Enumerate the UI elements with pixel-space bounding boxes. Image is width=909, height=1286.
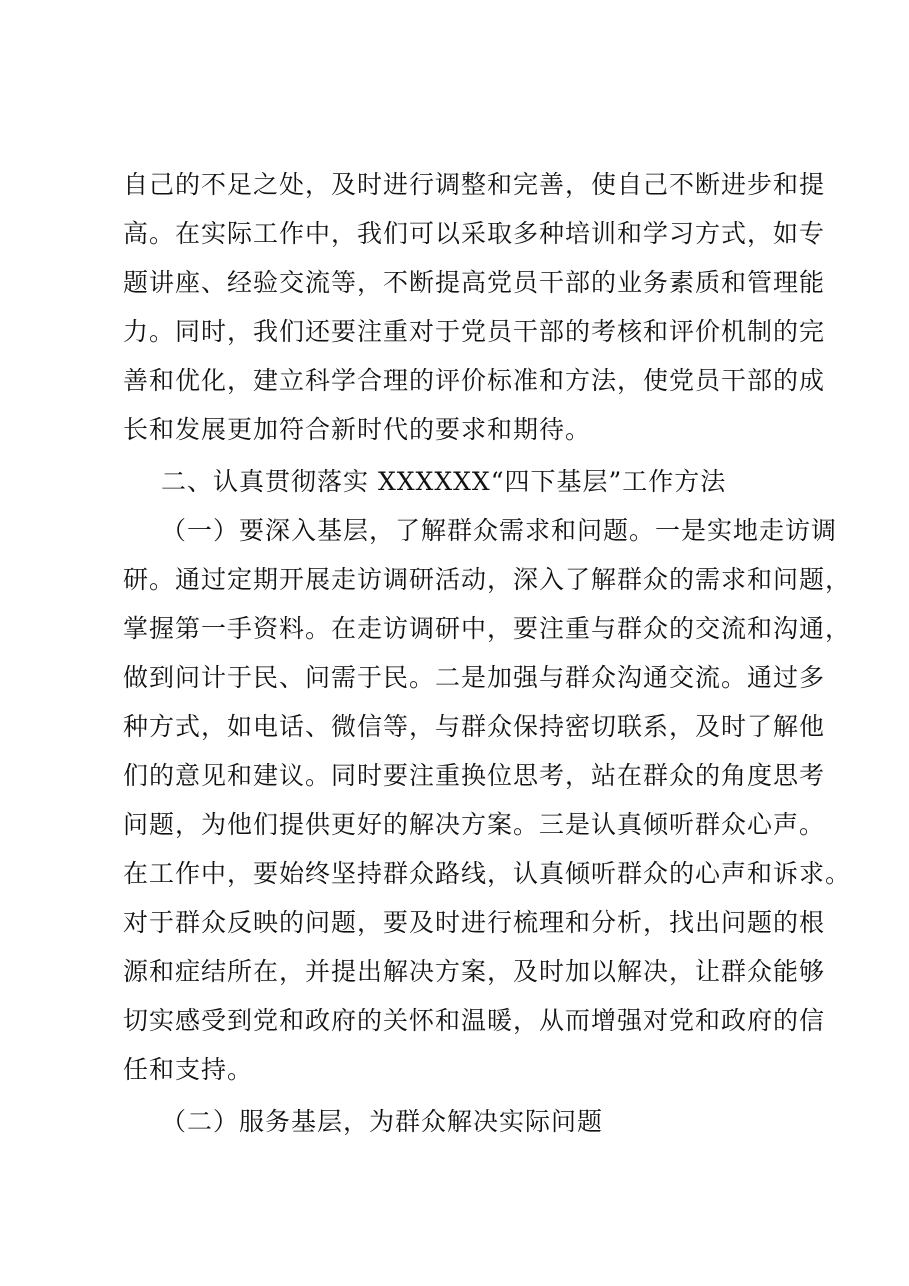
paragraph-line: 做到问计于民、问需于民。二是加强与群众沟通交流。通过多 [123, 663, 826, 692]
paragraph-line: 研。通过定期开展走访调研活动，深入了解群众的需求和问题， [123, 565, 852, 594]
paragraph-line: 对于群众反映的问题，要及时进行梳理和分析，找出问题的根 [123, 908, 826, 937]
paragraph-line: 掌握第一手资料。在走访调研中，要注重与群众的交流和沟通， [123, 614, 852, 643]
paragraph-line: 题讲座、经验交流等，不断提高党员干部的业务素质和管理能 [123, 268, 826, 297]
paragraph-line: 高。在实际工作中，我们可以采取多种培训和学习方式，如专 [123, 219, 826, 248]
paragraph-1 [123, 160, 826, 454]
paragraph-line: 切实感受到党和政府的关怀和温暖，从而增强对党和政府的信 [123, 1006, 826, 1035]
document-body [123, 160, 852, 1146]
paragraph-line: 在工作中，要始终坚持群众路线，认真倾听群众的心声和诉求。 [123, 859, 852, 888]
paragraph-2 [123, 506, 852, 1094]
paragraph-line: 种方式，如电话、微信等，与群众保持密切联系，及时了解他 [123, 712, 826, 741]
paragraph-line: 自己的不足之处，及时进行调整和完善，使自己不断进步和提 [123, 170, 826, 199]
paragraph-line: 任和支持。 [123, 1055, 254, 1084]
paragraph-line: 问题，为他们提供更好的解决方案。三是认真倾听群众心声。 [123, 810, 826, 839]
paragraph-line: 源和症结所在，并提出解决方案，及时加以解决，让群众能够 [123, 957, 826, 986]
subsection-heading: （二）服务基层，为群众解决实际问题 [161, 1107, 604, 1136]
paragraph-line: 力。同时，我们还要注重对于党员干部的考核和评价机制的完 [123, 317, 826, 346]
paragraph-line: （一）要深入基层，了解群众需求和问题。一是实地走访调 [161, 516, 838, 545]
paragraph-line: 们的意见和建议。同时要注重换位思考，站在群众的角度思考 [123, 761, 826, 790]
section-heading: 二、认真贯彻落实 XXXXXX“四下基层”工作方法 [161, 467, 727, 496]
paragraph-line: 善和优化，建立科学合理的评价标准和方法，使党员干部的成 [123, 366, 826, 395]
paragraph-line: 长和发展更加符合新时代的要求和期待。 [123, 415, 592, 444]
